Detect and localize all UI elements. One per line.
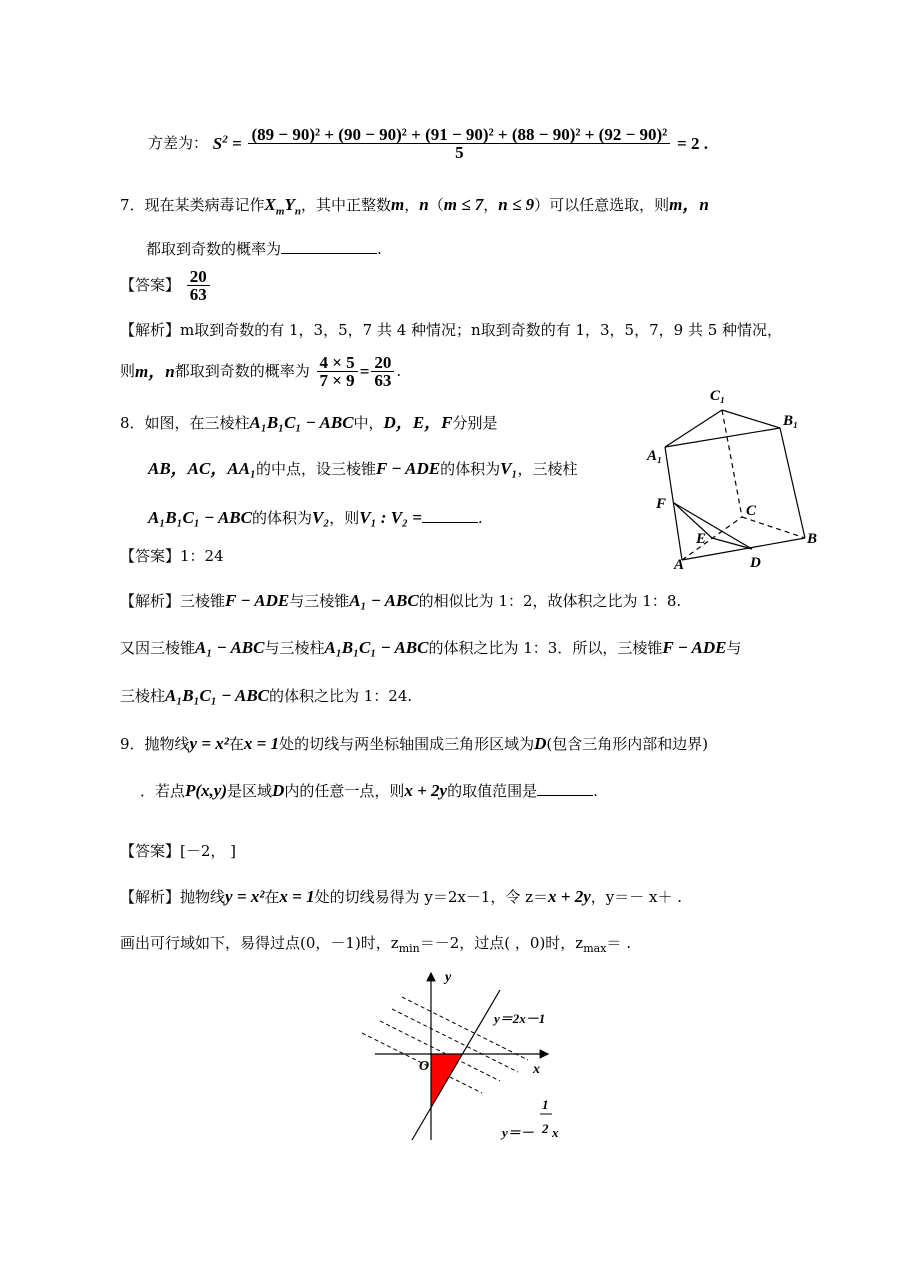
q9-an1-expr: x + 2y bbox=[548, 887, 591, 906]
q9-an2-sub1: min bbox=[398, 942, 420, 955]
q9-analysis-line2 bbox=[120, 936, 631, 954]
q9-an2-c: ＝ . bbox=[606, 934, 631, 952]
q9-answer bbox=[120, 844, 236, 859]
q8-ratio: V₁ : V₂ = bbox=[359, 508, 422, 527]
q8-analysis-line2 bbox=[120, 639, 742, 656]
label-c: C bbox=[746, 503, 757, 519]
label-a: A bbox=[674, 557, 685, 573]
q7-analysis-1: m取到奇数的有 1，3，5，7 共 4 种情况；n取到奇数的有 1，3，5，7，9 共 5 种情况， bbox=[180, 321, 783, 339]
q8-a2-b: 与三棱柱 bbox=[264, 639, 325, 657]
q7-line2 bbox=[146, 242, 382, 257]
q7-text-a: 7．现在某类病毒记作 bbox=[120, 196, 265, 214]
q7-frac1 bbox=[317, 354, 358, 389]
q9-text-h: 的取值范围是 bbox=[447, 782, 538, 800]
y-axis-label: y bbox=[445, 970, 452, 985]
q9-region-d-2: D bbox=[272, 781, 285, 800]
q7-analysis-line2 bbox=[120, 354, 401, 389]
q8-a1-p2: A₁ − ABC bbox=[349, 591, 419, 610]
tangent-line-label: y＝2x－1 bbox=[494, 1011, 546, 1026]
edge-a1c1 bbox=[665, 410, 722, 447]
variance-lhs: $S^2$ = bbox=[212, 133, 242, 154]
q9-point-p: P(x,y) bbox=[185, 781, 228, 800]
q8-a1-c: 的相似比为 1：2，故体积之比为 1：8. bbox=[418, 592, 682, 610]
q9-answer-label: 【答案】 bbox=[120, 842, 181, 860]
q8-a2-c: 的体积之比为 1：3．所以，三棱锥 bbox=[428, 639, 663, 657]
q7-end: . bbox=[396, 362, 402, 380]
q7-frac2-num: 20 bbox=[371, 354, 394, 372]
q8-analysis-line1 bbox=[120, 592, 681, 609]
q7-cond-sep: ， bbox=[483, 196, 499, 214]
label-d: D bbox=[750, 555, 761, 571]
label-c1: C₁ bbox=[710, 388, 726, 404]
q8-answer-label: 【答案】 bbox=[120, 547, 181, 565]
edge-c1c bbox=[722, 410, 742, 517]
q9-period: . bbox=[593, 782, 598, 800]
level-line-label-num: 1 bbox=[542, 1097, 549, 1112]
edge-fe bbox=[674, 503, 712, 538]
q8-a3-a: 三棱柱 bbox=[120, 687, 166, 705]
variance-label: 方差为： bbox=[148, 134, 209, 152]
q9-an1-b: 在 bbox=[264, 888, 280, 906]
edge-b1b bbox=[780, 428, 805, 538]
x-axis-label: x bbox=[533, 1062, 540, 1077]
q8-points: D，E，F bbox=[383, 413, 453, 432]
variance-line bbox=[148, 126, 708, 161]
q9-curve: y = x² bbox=[189, 734, 229, 753]
q9-an1-x: x = 1 bbox=[279, 887, 315, 906]
q9-text-c: 处的切线与两坐标轴围成三角形区域为 bbox=[279, 735, 535, 753]
q7-analysis-line1 bbox=[120, 323, 782, 338]
q8-text-h: ，则 bbox=[329, 509, 360, 527]
q8-answer-blank bbox=[422, 522, 478, 523]
edge-ed bbox=[712, 538, 752, 549]
q7-line2-text: 都取到奇数的概率为 bbox=[146, 240, 282, 258]
q7-answer-label: 【答案】 bbox=[120, 276, 181, 294]
q8-analysis-line3 bbox=[120, 687, 412, 704]
q8-a3-b: 的体积之比为 1：24. bbox=[269, 687, 413, 705]
q7-mn: m，n bbox=[669, 195, 709, 214]
q7-comma: ， bbox=[404, 196, 420, 214]
q8-line3 bbox=[148, 509, 483, 526]
q7-frac1-num: 4 × 5 bbox=[317, 354, 358, 372]
q7-analysis-2a: 则 bbox=[120, 362, 136, 380]
q8-a2-p2: A₁B₁C₁ − ABC bbox=[324, 638, 429, 657]
q8-period: . bbox=[477, 509, 483, 527]
q7-line1 bbox=[120, 196, 709, 217]
q7-analysis-mn: m，n bbox=[135, 362, 175, 381]
q8-text-b: 中， bbox=[353, 414, 384, 432]
q8-prism: A₁B₁C₁ − ABC bbox=[249, 413, 354, 432]
q8-line1 bbox=[120, 414, 498, 431]
q8-midpoints: AB，AC，AA₁ bbox=[148, 459, 256, 478]
q9-text-e: ．若点 bbox=[140, 782, 186, 800]
q8-answer bbox=[120, 549, 224, 564]
q9-an2-b: ＝－2，过点( ，0)时，z bbox=[419, 934, 584, 952]
q7-answer-blank bbox=[281, 253, 377, 254]
q7-cond2: n ≤ 9 bbox=[498, 195, 535, 214]
q9-text-a: 9．抛物线 bbox=[120, 735, 190, 753]
q8-text-d: 的中点，设三棱锥 bbox=[255, 460, 376, 478]
variance-result: = 2 . bbox=[677, 134, 708, 153]
label-e: E bbox=[696, 531, 707, 547]
q7-text-c: ）可以任意选取，则 bbox=[534, 196, 670, 214]
q8-analysis-label: 【解析】 bbox=[120, 592, 181, 610]
q7-period: . bbox=[377, 240, 382, 258]
q9-text-f: 是区域 bbox=[227, 782, 273, 800]
q8-text-a: 8．如图，在三棱柱 bbox=[120, 414, 250, 432]
q9-an1-c: 处的切线易得为 y＝2x－1，令 z＝ bbox=[314, 888, 549, 906]
q7-analysis-2b: 都取到奇数的概率为 bbox=[174, 362, 310, 380]
q7-paren: （ bbox=[428, 196, 444, 214]
q9-text-g: 内的任意一点，则 bbox=[284, 782, 405, 800]
q9-an2-a: 画出可行域如下，易得过点(0，－1)时，z bbox=[120, 934, 399, 952]
q9-answer-blank bbox=[537, 795, 593, 796]
q8-a2-d: 与 bbox=[726, 639, 742, 657]
q9-an1-d: ，y＝－ x＋ . bbox=[590, 888, 683, 906]
q7-n: n bbox=[419, 195, 429, 214]
q8-a2-a: 又因三棱锥 bbox=[120, 639, 196, 657]
q8-text-e: 的体积为 bbox=[440, 460, 501, 478]
q8-answer-value: 1：24 bbox=[180, 547, 224, 565]
q9-an2-sub2: max bbox=[583, 942, 607, 955]
q7-cond1: m ≤ 7 bbox=[443, 195, 484, 214]
q8-a2-p1: A₁ − ABC bbox=[195, 638, 265, 657]
label-f: F bbox=[656, 496, 667, 512]
q8-pyramid: F − ADE bbox=[375, 459, 441, 478]
edge-a1b1 bbox=[665, 428, 780, 447]
edge-cb bbox=[742, 517, 805, 538]
q9-text-b: 在 bbox=[228, 735, 244, 753]
level-line-label-den: 2 bbox=[542, 1121, 549, 1136]
q9-an1-curve: y = x² bbox=[225, 887, 265, 906]
q7-virus-notation: $X_mY_n$ bbox=[264, 195, 301, 218]
label-b: B bbox=[807, 531, 818, 547]
variance-numerator: (89 − 90)² + (90 − 90)² + (91 − 90)² + (88 − 90)² + (92 − 90)² bbox=[248, 126, 670, 144]
q8-a1-b: 与三棱锥 bbox=[289, 592, 350, 610]
q8-a2-p3: F − ADE bbox=[662, 638, 727, 657]
q8-text-c: 分别是 bbox=[452, 414, 498, 432]
label-b1: B₁ bbox=[783, 413, 799, 429]
q8-text-f: ，三棱柱 bbox=[517, 460, 578, 478]
q8-v1: V₁ bbox=[500, 459, 518, 478]
edge-c1b1 bbox=[722, 410, 780, 428]
q9-analysis-label: 【解析】 bbox=[120, 888, 181, 906]
level-line-label-x: x bbox=[552, 1125, 559, 1140]
q8-a3-p: A₁B₁C₁ − ABC bbox=[165, 686, 269, 705]
q8-a1-p1: F − ADE bbox=[225, 591, 290, 610]
q7-answer-den: 63 bbox=[189, 285, 207, 304]
q7-answer-num: 20 bbox=[187, 268, 210, 286]
q7-text-b: ，其中正整数 bbox=[300, 196, 391, 214]
q8-a1-a: 三棱锥 bbox=[180, 592, 226, 610]
q9-x1: x = 1 bbox=[243, 734, 280, 753]
q7-m: m bbox=[390, 195, 405, 214]
q9-line1 bbox=[120, 735, 708, 752]
variance-fraction bbox=[248, 126, 670, 161]
q8-prism-2: A₁B₁C₁ − ABC bbox=[148, 508, 252, 527]
q7-frac2 bbox=[371, 354, 394, 389]
edge-a1a bbox=[665, 447, 682, 560]
q7-answer-fraction bbox=[187, 268, 210, 303]
q9-answer-value: [－2， ] bbox=[180, 842, 237, 860]
q9-analysis-line1 bbox=[120, 888, 682, 905]
q7-analysis-label: 【解析】 bbox=[120, 321, 181, 339]
feasible-region-graph bbox=[350, 965, 570, 1145]
q8-line2 bbox=[148, 460, 577, 477]
q9-expr: x + 2y bbox=[404, 781, 448, 800]
q8-text-g: 的体积为 bbox=[251, 509, 312, 527]
label-a1: A₁ bbox=[647, 448, 663, 464]
origin-label: O bbox=[419, 1059, 430, 1074]
level-line-label: y＝－ bbox=[502, 1125, 534, 1140]
q7-eq: = bbox=[359, 362, 370, 381]
variance-denominator: 5 bbox=[455, 143, 464, 162]
q8-v2: V₂ bbox=[312, 508, 330, 527]
q9-text-d: (包含三角形内部和边界) bbox=[546, 735, 709, 753]
prism-figure bbox=[640, 380, 830, 575]
q7-frac2-den: 63 bbox=[374, 371, 392, 390]
q9-line2 bbox=[140, 782, 598, 799]
q9-region-d: D bbox=[534, 734, 547, 753]
q7-frac1-den: 7 × 9 bbox=[319, 371, 355, 390]
q9-an1-a: 抛物线 bbox=[180, 888, 226, 906]
q7-answer bbox=[120, 268, 212, 303]
